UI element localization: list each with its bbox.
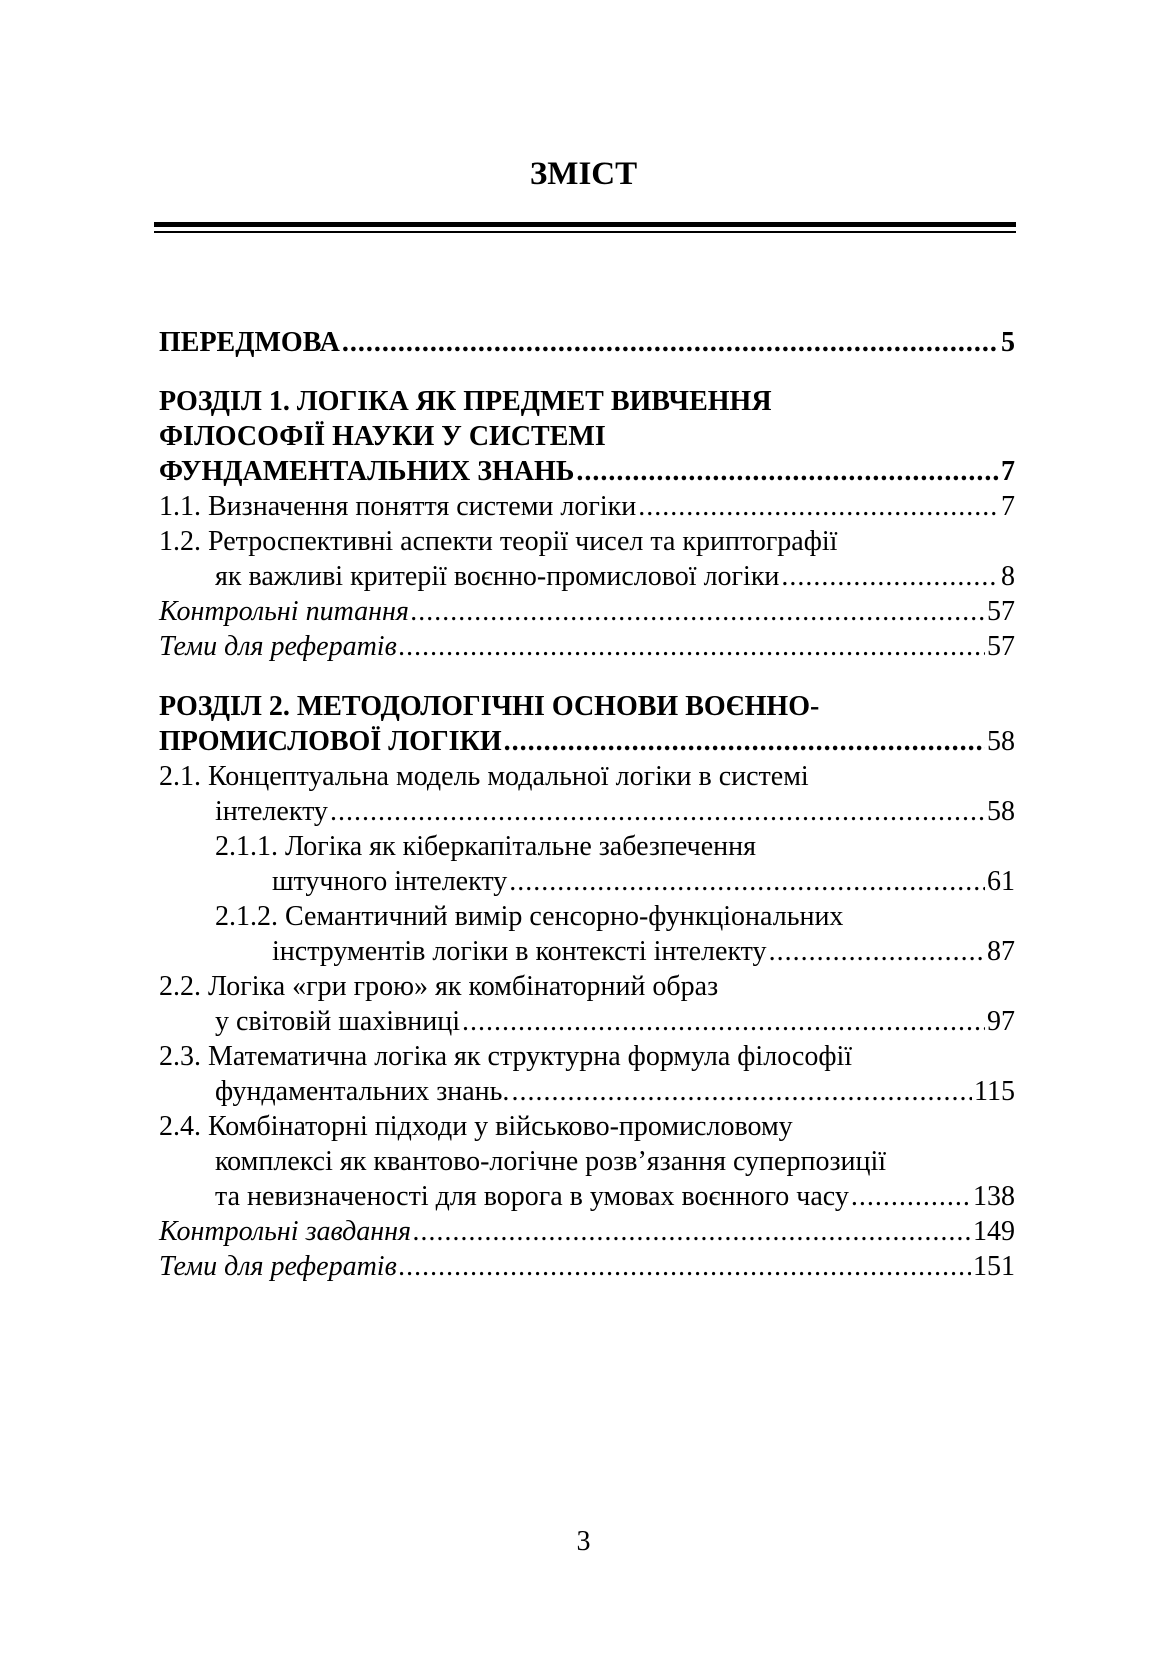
- toc-entry-title-line: РОЗДІЛ 2. МЕТОДОЛОГІЧНІ ОСНОВИ ВОЄННО-: [159, 691, 820, 722]
- toc-page-number: 87: [987, 936, 1015, 967]
- toc-entry-section-2-3[interactable]: [159, 1039, 1015, 1109]
- dot-leader: [399, 1249, 971, 1284]
- toc-entry-title: Контрольні питання: [159, 596, 409, 627]
- toc-entry-title-line: РОЗДІЛ 1. ЛОГІКА ЯК ПРЕДМЕТ ВИВЧЕННЯ: [159, 386, 772, 417]
- toc-entry-control-tasks[interactable]: [159, 1214, 1015, 1249]
- toc-entry-title: Контрольні завдання: [159, 1216, 412, 1247]
- page-title: ЗМІСТ: [529, 156, 638, 192]
- toc-page-number: 57: [987, 596, 1015, 627]
- toc-entry-chapter-1[interactable]: [159, 384, 1015, 489]
- dot-leader: [781, 559, 999, 594]
- toc-page-number: 58: [987, 726, 1015, 757]
- dot-leader: [509, 864, 985, 899]
- toc-page-number: 5: [1001, 327, 1015, 358]
- toc-entry-title-line: 2.1.2. Семантичний вимір сенсорно-функціональних: [215, 901, 844, 932]
- title-rule-thin: [154, 231, 1016, 233]
- toc-entry-title: Теми для рефератів: [159, 631, 397, 662]
- toc-entry-title-line: комплексі як квантово-логічне розв’язання суперпозиції: [215, 1146, 887, 1177]
- toc-entry-title-line: штучного інтелекту: [272, 866, 508, 897]
- toc-entry-title: ПЕРЕДМОВА: [159, 327, 340, 358]
- toc-entry-title-line: 2.4. Комбінаторні підходи у військово-промисловому: [159, 1111, 793, 1142]
- toc-entry-title-line: як важливі критерії воєнно-промислової логіки: [215, 561, 780, 592]
- dot-leader: [638, 489, 999, 524]
- toc-page-number: 7: [1001, 491, 1015, 522]
- toc-page-number: 58: [987, 796, 1015, 827]
- dot-leader: [769, 934, 985, 969]
- toc-entry-title-line: ФУНДАМЕНТАЛЬНИХ ЗНАНЬ: [159, 456, 575, 487]
- toc-page-number: 61: [987, 866, 1015, 897]
- toc-entry-title: Теми для рефератів: [159, 1251, 397, 1282]
- toc-entry-title-line: ПРОМИСЛОВОЇ ЛОГІКИ: [159, 726, 502, 757]
- toc-entry-chapter-2[interactable]: [159, 689, 1015, 759]
- toc-entry-title-line: ФІЛОСОФІЇ НАУКИ У СИСТЕМІ: [159, 421, 606, 452]
- toc-entry-section-1-2[interactable]: [159, 524, 1015, 594]
- toc-entry-section-2-4[interactable]: [159, 1109, 1015, 1214]
- toc-entry-title-line: фундаментальних знань.: [215, 1076, 510, 1107]
- toc-entry-title-line: та невизначеності для ворога в умовах воєнного часу: [215, 1181, 849, 1212]
- toc-entry-title-line: 2.1. Концептуальна модель модальної логіки в системі: [159, 761, 809, 792]
- title-rule-thick: [154, 222, 1016, 227]
- dot-leader: [330, 794, 985, 829]
- toc-page-number: 8: [1001, 561, 1015, 592]
- dot-leader: [576, 454, 999, 489]
- dot-leader: [342, 325, 999, 360]
- dot-leader: [851, 1179, 971, 1214]
- toc-page-number: 57: [987, 631, 1015, 662]
- toc-entry-title-line: у світовій шахівниці: [215, 1006, 460, 1037]
- toc-entry-title: 1.1. Визначення поняття системи логіки: [159, 491, 637, 522]
- toc-page-number: 115: [974, 1076, 1015, 1107]
- toc-page-number: 149: [973, 1216, 1015, 1247]
- dot-leader: [413, 1214, 971, 1249]
- dot-leader: [462, 1004, 985, 1039]
- toc-page-number: 97: [987, 1006, 1015, 1037]
- dot-leader: [504, 724, 985, 759]
- toc-page-number: 7: [1001, 456, 1015, 487]
- toc-entry-essay-topics-1[interactable]: [159, 629, 1015, 664]
- dot-leader: [399, 629, 985, 664]
- dot-leader: [411, 594, 985, 629]
- dot-leader: [511, 1074, 972, 1109]
- toc-entry-title-line: 2.1.1. Логіка як кіберкапітальне забезпечення: [215, 831, 757, 862]
- toc-entry-section-2-1-1[interactable]: [159, 829, 1015, 899]
- page-number: 3: [576, 1526, 591, 1557]
- toc-page-number: 151: [973, 1251, 1015, 1282]
- toc-page-number: 138: [973, 1181, 1015, 1212]
- toc-entry-section-2-1-2[interactable]: [159, 899, 1015, 969]
- toc-entry-title-line: 2.3. Математична логіка як структурна формула філософії: [159, 1041, 853, 1072]
- toc-entry-title-line: 2.2. Логіка «гри грою» як комбінаторний образ: [159, 971, 719, 1002]
- toc-entry-preface[interactable]: [159, 325, 1015, 360]
- toc-entry-control-questions[interactable]: [159, 594, 1015, 629]
- toc-entry-section-1-1[interactable]: [159, 489, 1015, 524]
- toc-entry-title-line: інтелекту: [215, 796, 328, 827]
- toc-entry-title-line: 1.2. Ретроспективні аспекти теорії чисел та криптографії: [159, 526, 838, 557]
- toc-entry-section-2-2[interactable]: [159, 969, 1015, 1039]
- table-of-contents: [159, 325, 1015, 1284]
- toc-entry-section-2-1[interactable]: [159, 759, 1015, 829]
- toc-entry-title-line: інструментів логіки в контексті інтелекту: [272, 936, 767, 967]
- toc-entry-essay-topics-2[interactable]: [159, 1249, 1015, 1284]
